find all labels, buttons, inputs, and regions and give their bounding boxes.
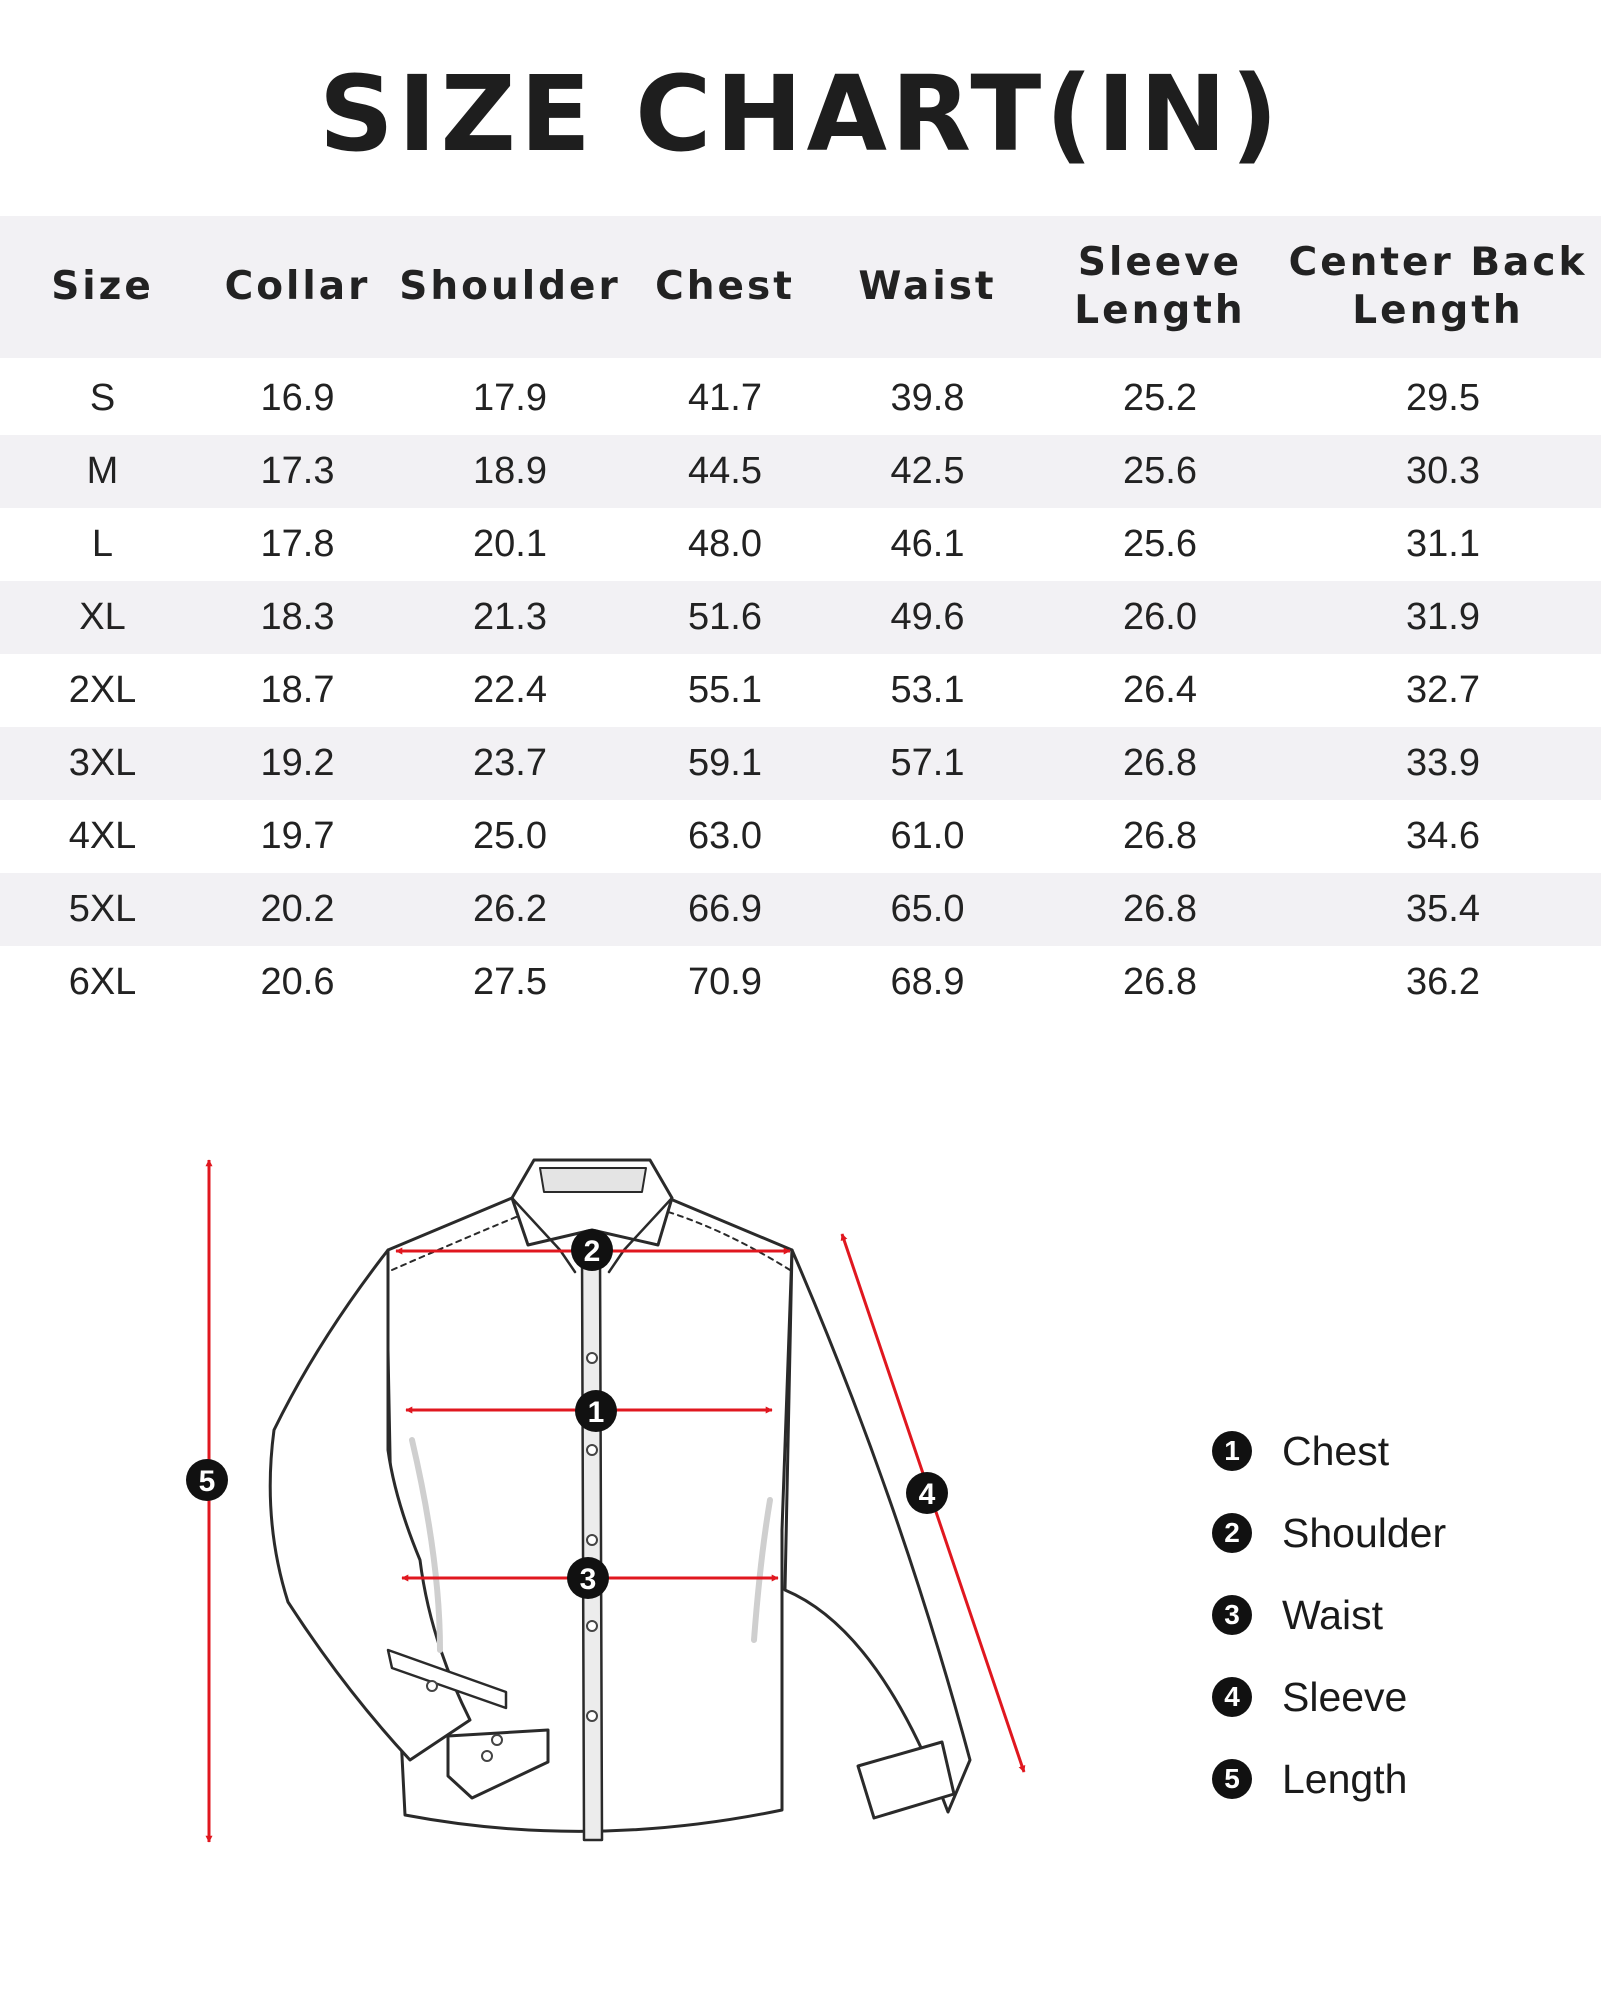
measurement-cell: 18.3 xyxy=(205,581,390,654)
size-label-cell: 2XL xyxy=(68,669,137,711)
column-header-collar: Collar xyxy=(205,216,390,358)
measurement-cell: 68.9 xyxy=(890,961,965,1003)
measurement-cell: 39.8 xyxy=(890,377,965,419)
size-label-cell: L xyxy=(91,523,114,565)
measurement-cell: 33.9 xyxy=(1285,727,1601,800)
legend-label-chest: Chest xyxy=(1282,1427,1390,1474)
measurement-cell: 23.7 xyxy=(390,727,630,800)
column-header-size: Size xyxy=(0,216,205,358)
measurement-cell: 27.5 xyxy=(473,961,547,1003)
shoulder-badge-number: 2 xyxy=(583,1235,601,1268)
measurement-cell: 32.7 xyxy=(1406,669,1480,711)
shirt-button xyxy=(587,1445,597,1455)
shirt-button xyxy=(587,1353,597,1363)
measurement-cell: 22.4 xyxy=(473,669,547,711)
measurement-cell: 26.8 xyxy=(1035,727,1285,800)
legend-item-chest xyxy=(1212,1410,1446,1492)
chart-title: SIZE CHART(IN) xyxy=(318,53,1283,175)
measurement-cell: 53.1 xyxy=(890,669,965,711)
waist-badge-number: 3 xyxy=(579,1563,597,1596)
measurement-cell: 42.5 xyxy=(820,435,1035,508)
column-header-waist: Waist xyxy=(820,216,1035,358)
legend-badge-5: 5 xyxy=(1212,1759,1252,1799)
measurement-cell: 17.3 xyxy=(205,435,390,508)
measurement-cell: 16.9 xyxy=(260,377,335,419)
measurement-cell: 26.8 xyxy=(1123,815,1197,857)
size-label-cell: XL xyxy=(0,581,205,654)
shirt-button xyxy=(587,1535,597,1545)
measurement-legend xyxy=(1212,1410,1446,1820)
column-header-chest: Chest xyxy=(630,216,820,358)
cuff-button xyxy=(482,1751,492,1761)
measurement-cell: 17.8 xyxy=(260,523,335,565)
measurement-cell: 17.9 xyxy=(473,377,547,419)
legend-label-shoulder: Shoulder xyxy=(1282,1509,1447,1556)
measurement-cell: 61.0 xyxy=(890,815,965,857)
length-badge-number: 5 xyxy=(198,1465,216,1498)
measurement-cell: 31.1 xyxy=(1406,523,1480,565)
measurement-cell: 25.0 xyxy=(473,815,547,857)
measurement-cell: 65.0 xyxy=(820,873,1035,946)
measurement-cell: 26.8 xyxy=(1123,961,1197,1003)
size-label-cell: 6XL xyxy=(68,961,137,1003)
measurement-cell: 36.2 xyxy=(1406,961,1480,1003)
measurement-cell: 46.1 xyxy=(890,523,965,565)
size-label-cell: M xyxy=(0,435,205,508)
measurement-cell: 20.1 xyxy=(473,523,547,565)
measurement-cell: 49.6 xyxy=(820,581,1035,654)
measurement-cell: 66.9 xyxy=(630,873,820,946)
measurement-cell: 25.6 xyxy=(1035,435,1285,508)
shirt-button xyxy=(587,1711,597,1721)
measurement-cell: 59.1 xyxy=(630,727,820,800)
measurement-cell: 29.5 xyxy=(1406,377,1480,419)
measurement-cell: 48.0 xyxy=(688,523,762,565)
measurement-cell: 57.1 xyxy=(820,727,1035,800)
size-label-cell: 4XL xyxy=(68,815,137,857)
legend-item-shoulder xyxy=(1212,1492,1446,1574)
legend-item-sleeve xyxy=(1212,1656,1446,1738)
measurement-cell: 70.9 xyxy=(688,961,762,1003)
measurement-cell: 55.1 xyxy=(688,669,762,711)
measurement-cell: 41.7 xyxy=(688,377,762,419)
measurement-cell: 18.7 xyxy=(260,669,335,711)
measurement-cell: 63.0 xyxy=(688,815,762,857)
shirt-illustration xyxy=(270,1160,970,1840)
measurement-cell: 51.6 xyxy=(630,581,820,654)
legend-badge-3: 3 xyxy=(1212,1595,1252,1635)
legend-item-waist xyxy=(1212,1574,1446,1656)
legend-label-waist: Waist xyxy=(1282,1591,1383,1638)
size-label-cell: S xyxy=(89,377,116,419)
legend-label-sleeve: Sleeve xyxy=(1282,1673,1408,1720)
measurement-cell: 26.4 xyxy=(1123,669,1197,711)
legend-badge-4: 4 xyxy=(1212,1677,1252,1717)
measurement-cell: 30.3 xyxy=(1285,435,1601,508)
size-label-cell: 5XL xyxy=(0,873,205,946)
measurement-cell: 34.6 xyxy=(1406,815,1480,857)
column-header-sleeve-length: Sleeve Length xyxy=(1035,216,1285,358)
measurement-cell: 25.2 xyxy=(1123,377,1197,419)
shirt-button xyxy=(587,1621,597,1631)
legend-label-length: Length xyxy=(1282,1755,1408,1802)
measurement-cell: 26.0 xyxy=(1035,581,1285,654)
column-header-center-back-length: Center Back Length xyxy=(1285,216,1601,358)
legend-badge-1: 1 xyxy=(1212,1431,1252,1471)
legend-badge-2: 2 xyxy=(1212,1513,1252,1553)
measurement-cell: 35.4 xyxy=(1285,873,1601,946)
measurement-cell: 20.2 xyxy=(205,873,390,946)
shirt-collar-band xyxy=(540,1168,646,1192)
sleeve-placket-button xyxy=(427,1681,437,1691)
shirt-right-cuff xyxy=(858,1742,954,1818)
measurement-cell: 19.7 xyxy=(260,815,335,857)
cuff-button xyxy=(492,1735,502,1745)
measurement-cell: 44.5 xyxy=(630,435,820,508)
measurement-cell: 20.6 xyxy=(260,961,335,1003)
column-header-shoulder: Shoulder xyxy=(390,216,630,358)
measurement-cell: 25.6 xyxy=(1123,523,1197,565)
measurement-cell: 18.9 xyxy=(390,435,630,508)
size-label-cell: 3XL xyxy=(0,727,205,800)
legend-item-length xyxy=(1212,1738,1446,1820)
measurement-cell: 19.2 xyxy=(205,727,390,800)
chest-badge-number: 1 xyxy=(587,1396,605,1429)
sleeve-badge-number: 4 xyxy=(918,1478,936,1511)
measurement-cell: 26.2 xyxy=(390,873,630,946)
measurement-cell: 26.8 xyxy=(1035,873,1285,946)
measurement-cell: 31.9 xyxy=(1285,581,1601,654)
measurement-cell: 21.3 xyxy=(390,581,630,654)
